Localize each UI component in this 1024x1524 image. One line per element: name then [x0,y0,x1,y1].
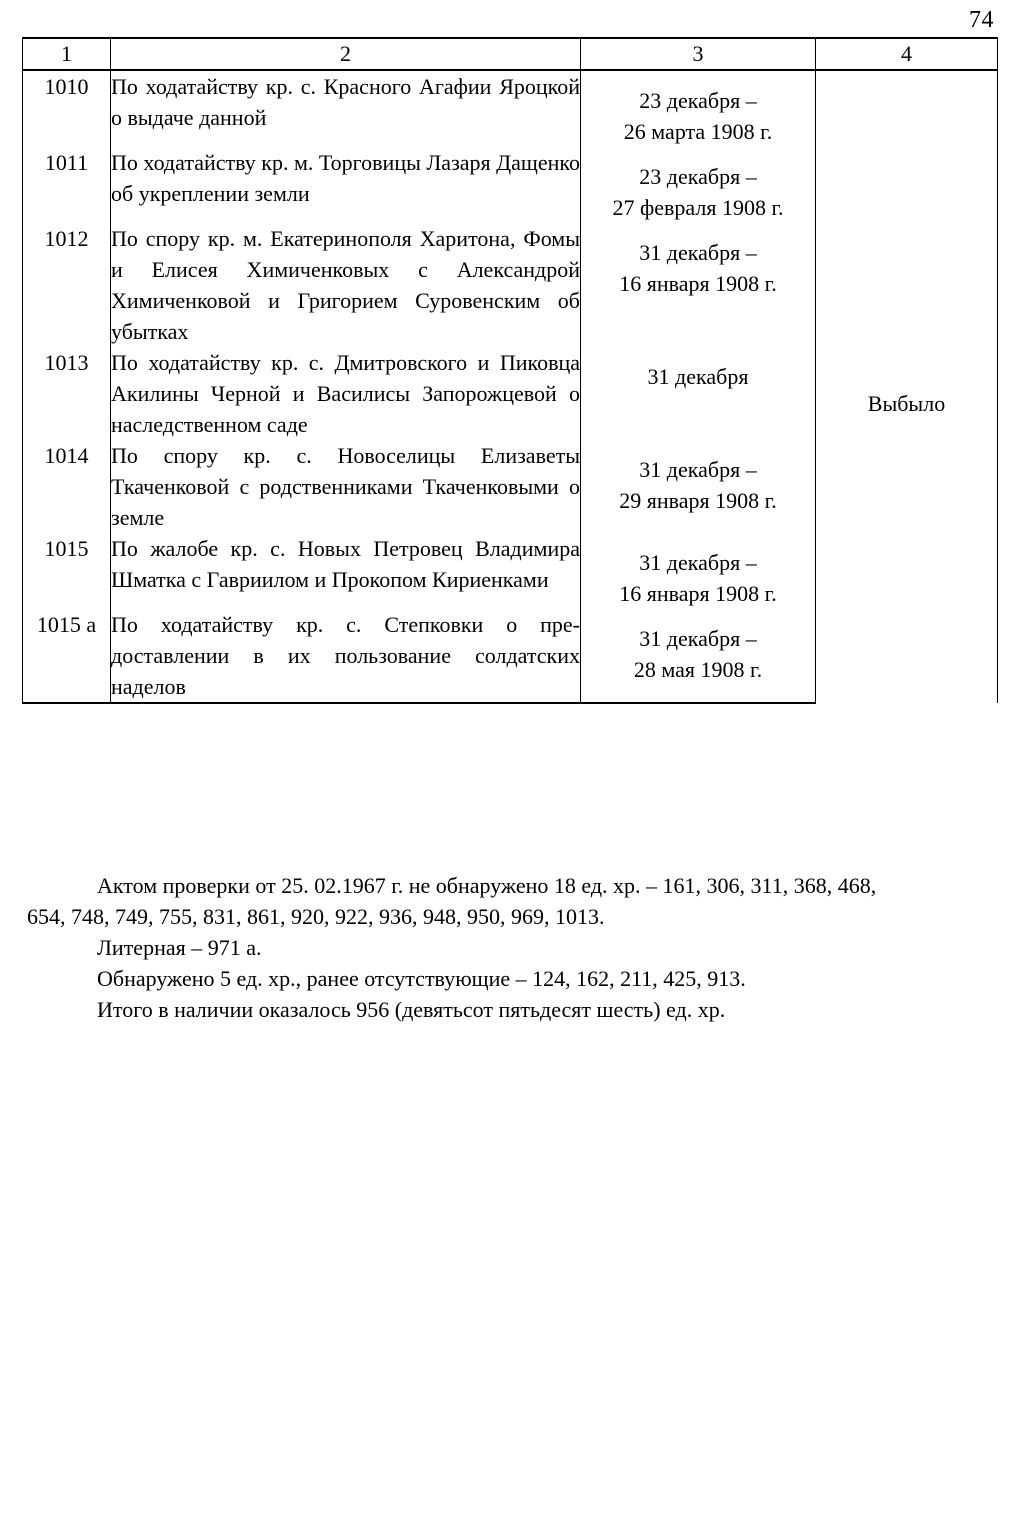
page-number: 74 [969,7,994,33]
table-body [23,70,998,703]
row-number-cell: 1010 [23,70,111,147]
date-line-2: 16 января 1908 г. [619,581,777,606]
closing-note-line-5: Итого в наличии оказалось 956 (девятьсот пятьдесят шесть) ед. хр. [97,997,726,1022]
row-number-cell: 1011 [23,147,111,223]
date-line-1: 31 декабря – [639,457,757,482]
date-line-1: 31 декабря – [639,626,757,651]
closing-note [27,870,992,1025]
row-description-cell: По ходатайству кр. с. Дмитровского и Пиковца Акилины Черной и Василисы Запорожцевой о наследственном саде [111,347,581,440]
row-date-cell [581,147,816,223]
row-status-cell [816,70,998,703]
closing-note-line-1: Актом проверки от 25. 02.1967 г. не обнаружено 18 ед. хр. – 161, 306, 311, 368, 468, [97,873,877,898]
row-number-cell: 1014 [23,440,111,533]
row-description-cell: По ходатайству кр. с. Степковки о предоставлении в их пользование солдатских наделов [111,609,581,703]
column-header-2: 2 [111,38,581,70]
closing-note-line-2: 654, 748, 749, 755, 831, 861, 920, 922, 936, 948, 950, 969, 1013. [27,904,605,929]
column-header-3: 3 [581,38,816,70]
column-header-4: 4 [816,38,998,70]
table-header [23,38,998,70]
date-line-2: 28 мая 1908 г. [633,657,763,682]
row-number-cell: 1012 [23,223,111,347]
row-date-cell [581,440,816,533]
date-line-2: 29 января 1908 г. [619,488,777,513]
date-line-2: 16 января 1908 г. [619,271,777,296]
row-date-cell [581,609,816,703]
row-number-cell: 1015 а [23,609,111,703]
row-description-cell: По спору кр. с. Новоселицы Елизаветы Ткаченковой с родственниками Ткаченковыми о земле [111,440,581,533]
date-line-1: 31 декабря – [639,240,757,265]
row-date-cell [581,223,816,347]
row-number-cell: 1013 [23,347,111,440]
column-header-1: 1 [23,38,111,70]
closing-note-line-3: Литерная – 971 а. [97,935,262,960]
row-description-cell: По ходатайству кр. с. Красного Агафии Яроцкой о выдаче данной [111,70,581,147]
row-date-cell [581,70,816,147]
row-description-cell: По жалобе кр. с. Новых Петровец Владимира Шматка с Гавриилом и Прокопом Кириенками [111,533,581,609]
date-line-2: 26 марта 1908 г. [623,119,773,144]
row-date-cell [581,533,816,609]
date-line-1: 31 декабря – [639,550,757,575]
date-line-1: 31 декабря [647,364,749,389]
table-header-row [23,38,998,70]
closing-note-line-4: Обнаружено 5 ед. хр., ранее отсутствующие – 124, 162, 211, 425, 913. [97,966,746,991]
row-number-cell: 1015 [23,533,111,609]
date-line-1: 23 декабря – [639,164,757,189]
row-description-cell: По спору кр. м. Екатеринополя Харитона, Фомы и Елисея Химиченковых с Александрой Химиченковой и Григорием Суровенским об убытках [111,223,581,347]
date-line-2: 27 февраля 1908 г. [612,195,784,220]
status-text: Выбыло [867,391,946,416]
table-row [23,70,998,147]
row-description-cell: По ходатайству кр. м. Торговицы Лазаря Дащенко об укреплении земли [111,147,581,223]
date-line-1: 23 декабря – [639,88,757,113]
register-table [22,37,998,704]
row-date-cell [581,347,816,440]
